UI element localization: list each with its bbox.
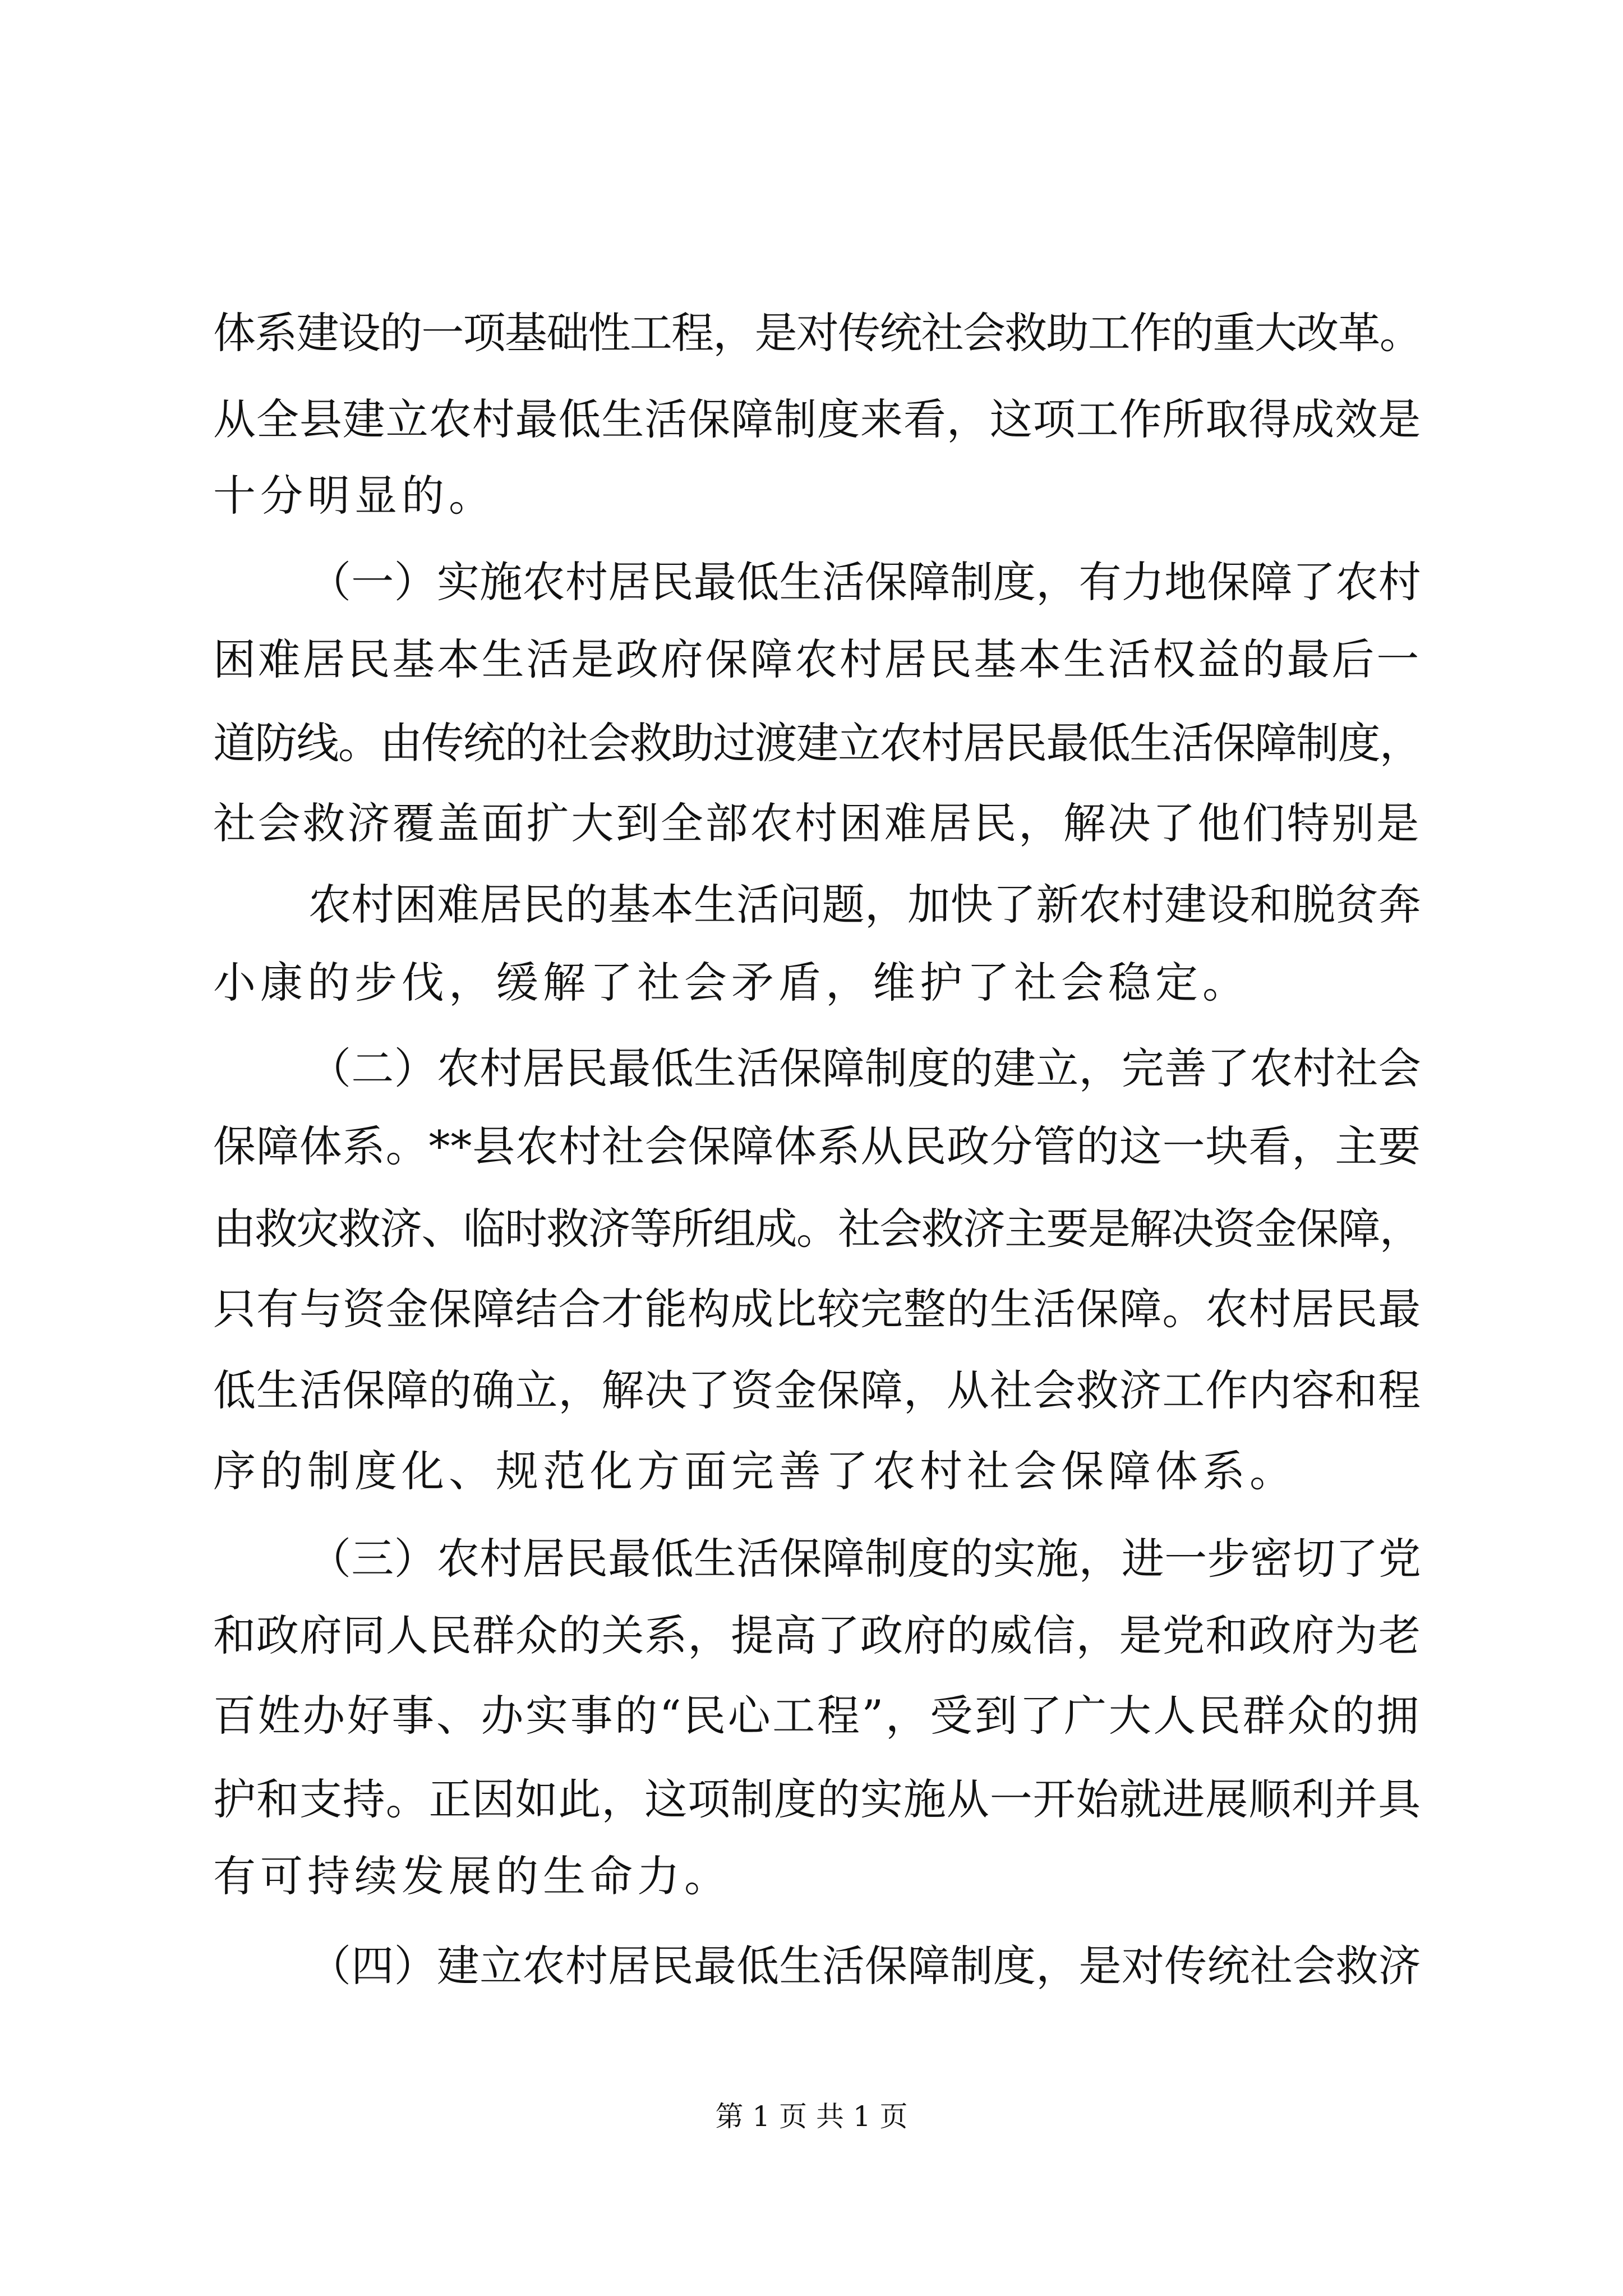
paragraph-1-heading-line: （一）实施农村居民最低生活保障制度，有力地保障了农村 — [308, 557, 1421, 607]
body-text-line: 体系建设的一项基础性工程，是对传统社会救助工作的重大改革。 — [213, 308, 1421, 358]
body-text-line: 十分明显的。 — [213, 471, 496, 521]
body-text-line: 有可持续发展的生命力。 — [213, 1851, 731, 1901]
body-text-line: 和政府同人民群众的关系，提高了政府的威信，是党和政府为老 — [213, 1611, 1421, 1660]
paragraph-3-heading-line: （三）农村居民最低生活保障制度的实施，进一步密切了党 — [308, 1534, 1421, 1584]
body-text-line: 护和支持。正因如此，这项制度的实施从一开始就进展顺利并具 — [213, 1774, 1421, 1824]
body-text-line: 农村困难居民的基本生活问题，加快了新农村建设和脱贫奔 — [308, 880, 1421, 930]
body-text-line: 低生活保障的确立，解决了资金保障，从社会救济工作内容和程 — [213, 1365, 1421, 1415]
body-text-line: 由救灾救济、临时救济等所组成。社会救济主要是解决资金保障， — [213, 1204, 1421, 1254]
paragraph-4-heading-line: （四）建立农村居民最低生活保障制度，是对传统社会救济 — [308, 1941, 1421, 1991]
body-text-line: 保障体系。**县农村社会保障体系从民政分管的这一块看，主要 — [213, 1121, 1421, 1171]
body-text-line: 道防线。由传统的社会救助过渡建立农村居民最低生活保障制度， — [213, 718, 1421, 768]
paragraph-2-heading-line: （二）农村居民最低生活保障制度的建立，完善了农村社会 — [308, 1043, 1421, 1093]
body-text-line: 百姓办好事、办实事的“民心工程”，受到了广大人民群众的拥 — [213, 1691, 1421, 1741]
body-text-line: 只有与资金保障结合才能构成比较完整的生活保障。农村居民最 — [213, 1284, 1421, 1334]
body-text-line: 从全县建立农村最低生活保障制度来看，这项工作所取得成效是 — [213, 394, 1421, 444]
body-text-line: 社会救济覆盖面扩大到全部农村困难居民，解决了他们特别是 — [213, 798, 1421, 848]
page-number-footer: 第 1 页 共 1 页 — [715, 2100, 908, 2133]
body-text-line: 困难居民基本生活是政府保障农村居民基本生活权益的最后一 — [213, 634, 1421, 684]
body-text-line: 小康的步伐，缓解了社会矛盾，维护了社会稳定。 — [213, 958, 1249, 1007]
body-text-line: 序的制度化、规范化方面完善了农村社会保障体系。 — [213, 1446, 1297, 1496]
